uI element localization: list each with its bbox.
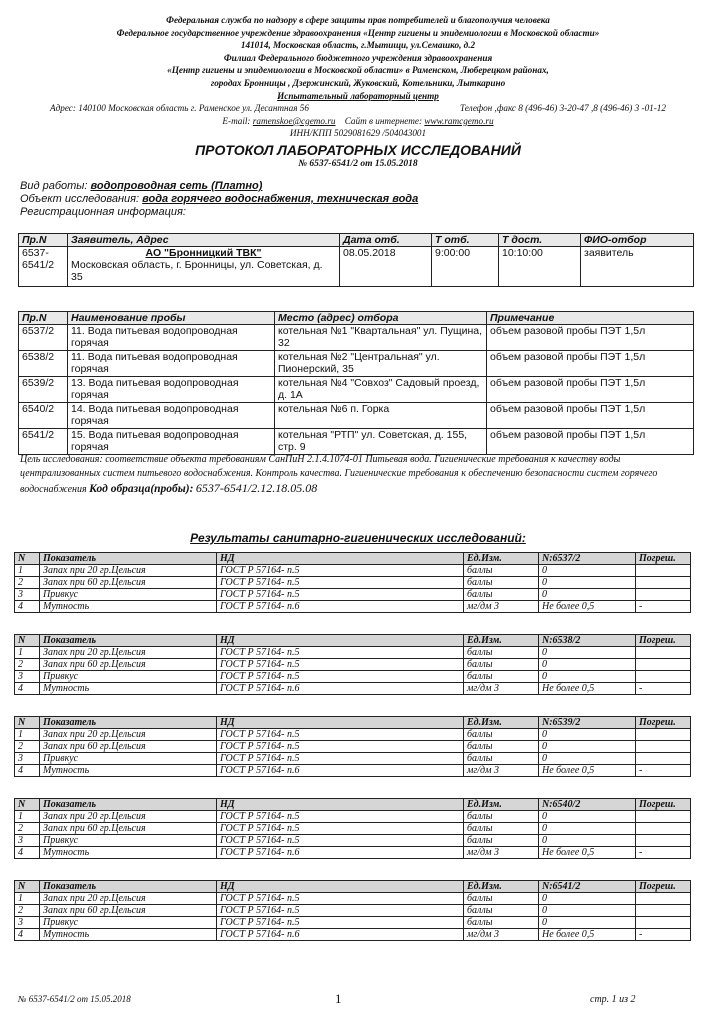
result-row: [15, 671, 691, 683]
email-label: E-mail:: [222, 115, 251, 126]
work-type-value: водопроводная сеть (Платно): [90, 180, 263, 192]
result-error: [636, 741, 691, 753]
col-err: Погреш.: [636, 881, 691, 893]
site-link[interactable]: www.ramcgemo.ru: [424, 115, 494, 126]
sample-note: объем разовой пробы ПЭТ 1,5л: [487, 403, 694, 429]
result-unit: баллы: [464, 835, 539, 847]
result-row: [15, 905, 691, 917]
result-n: 3: [15, 753, 40, 765]
col-applicant: Заявитель, Адрес: [68, 234, 340, 247]
col-n: N: [15, 717, 40, 729]
results-table: [14, 798, 691, 859]
result-n: 1: [15, 647, 40, 659]
result-row: [15, 929, 691, 941]
col-num: Пр.N: [19, 234, 68, 247]
result-nd: ГОСТ Р 57164- п.6: [217, 929, 464, 941]
col-sampler: ФИО-отбор: [581, 234, 694, 247]
results-table: [14, 634, 691, 695]
result-row: [15, 893, 691, 905]
col-param: Показатель: [40, 799, 217, 811]
inn-kpp: ИНН/КПП 5029081629 /504043001: [289, 128, 427, 139]
result-error: -: [636, 683, 691, 695]
col-note: Примечание: [487, 312, 694, 325]
result-n: 2: [15, 659, 40, 671]
lab-center: Испытательный лабораторный центр: [277, 90, 439, 101]
sample-note: объем разовой пробы ПЭТ 1,5л: [487, 377, 694, 403]
col-nd: НД: [217, 717, 464, 729]
result-param: Привкус: [40, 917, 217, 929]
result-unit: баллы: [464, 893, 539, 905]
result-value: Не более 0,5: [539, 929, 636, 941]
reg-t-deliv: 10:10:00: [499, 247, 581, 287]
reg-info-label: Регистрационная информация:: [20, 206, 186, 218]
site-label: Сайт в интернете:: [344, 115, 423, 126]
col-nd: НД: [217, 553, 464, 565]
col-num: Пр.N: [19, 312, 68, 325]
result-error: [636, 659, 691, 671]
result-nd: ГОСТ Р 57164- п.5: [217, 917, 464, 929]
col-unit: Ед.Изм.: [464, 717, 539, 729]
object: [20, 193, 418, 205]
col-nd: НД: [217, 799, 464, 811]
result-row: [15, 565, 691, 577]
letterhead: [40, 14, 676, 140]
result-error: [636, 823, 691, 835]
object-value: вода горячего водоснабжения, техническая вода: [142, 193, 419, 205]
result-param: Привкус: [40, 835, 217, 847]
results-table: [14, 880, 691, 941]
col-param: Показатель: [40, 553, 217, 565]
result-error: -: [636, 601, 691, 613]
result-unit: баллы: [464, 577, 539, 589]
result-param: Запах при 20 гр.Цельсия: [40, 893, 217, 905]
result-n: 1: [15, 893, 40, 905]
sample-place: котельная №4 "Совхоз" Садовый проезд, д. 1А: [275, 377, 487, 403]
result-row: [15, 647, 691, 659]
result-n: 1: [15, 729, 40, 741]
results-title: Результаты санитарно-гигиенических исследований:: [190, 531, 526, 545]
reg-org: АО "Бронницкий ТВК": [145, 247, 262, 259]
work-type-label: Вид работы:: [20, 180, 88, 192]
result-nd: ГОСТ Р 57164- п.5: [217, 659, 464, 671]
result-param: Запах при 60 гр.Цельсия: [40, 905, 217, 917]
result-error: [636, 577, 691, 589]
results-table: [14, 552, 691, 613]
result-param: Запах при 60 гр.Цельсия: [40, 577, 217, 589]
sample-note: объем разовой пробы ПЭТ 1,5л: [487, 429, 694, 455]
col-param: Показатель: [40, 881, 217, 893]
result-row: [15, 823, 691, 835]
result-unit: баллы: [464, 753, 539, 765]
col-n: N: [15, 635, 40, 647]
result-value: 0: [539, 589, 636, 601]
col-sample: N:6538/2: [539, 635, 636, 647]
col-n: N: [15, 799, 40, 811]
result-nd: ГОСТ Р 57164- п.5: [217, 729, 464, 741]
result-value: 0: [539, 823, 636, 835]
result-row: [15, 765, 691, 777]
result-value: 0: [539, 659, 636, 671]
result-value: 0: [539, 917, 636, 929]
col-n: N: [15, 553, 40, 565]
result-param: Привкус: [40, 589, 217, 601]
col-unit: Ед.Изм.: [464, 799, 539, 811]
result-value: 0: [539, 647, 636, 659]
col-place: Место (адрес) отбора: [275, 312, 487, 325]
result-error: [636, 589, 691, 601]
result-unit: баллы: [464, 811, 539, 823]
result-unit: баллы: [464, 917, 539, 929]
result-unit: баллы: [464, 659, 539, 671]
result-param: Запах при 60 гр.Цельсия: [40, 823, 217, 835]
result-row: [15, 753, 691, 765]
result-param: Запах при 20 гр.Цельсия: [40, 811, 217, 823]
col-nd: НД: [217, 881, 464, 893]
result-n: 2: [15, 905, 40, 917]
sample-place: котельная №1 "Квартальная" ул. Пущина, 32: [275, 325, 487, 351]
result-param: Мутность: [40, 765, 217, 777]
result-nd: ГОСТ Р 57164- п.5: [217, 893, 464, 905]
reg-sampler: заявитель: [581, 247, 694, 287]
col-sample: N:6540/2: [539, 799, 636, 811]
result-value: 0: [539, 741, 636, 753]
agency-name: Федеральная служба по надзору в сфере защиты прав потребителей и благополучия человека: [166, 15, 550, 25]
reg-date: 08.05.2018: [340, 247, 432, 287]
results-table: [14, 716, 691, 777]
result-value: 0: [539, 577, 636, 589]
result-unit: баллы: [464, 905, 539, 917]
result-n: 2: [15, 577, 40, 589]
result-param: Мутность: [40, 929, 217, 941]
result-unit: баллы: [464, 647, 539, 659]
result-value: Не более 0,5: [539, 601, 636, 613]
result-row: [15, 659, 691, 671]
result-value: 0: [539, 893, 636, 905]
sample-row: [19, 403, 694, 429]
institution-name: Федеральное государственное учреждение здравоохранения «Центр гигиены и эпидемиологии в Московской области»: [116, 27, 600, 38]
col-n: N: [15, 881, 40, 893]
result-error: [636, 905, 691, 917]
col-nd: НД: [217, 635, 464, 647]
result-row: [15, 741, 691, 753]
result-value: 0: [539, 835, 636, 847]
result-nd: ГОСТ Р 57164- п.5: [217, 835, 464, 847]
result-n: 4: [15, 601, 40, 613]
result-n: 2: [15, 823, 40, 835]
work-type: [20, 180, 262, 192]
col-param: Показатель: [40, 635, 217, 647]
sample-row: [19, 351, 694, 377]
result-param: Запах при 20 гр.Цельсия: [40, 729, 217, 741]
result-unit: мг/дм 3: [464, 683, 539, 695]
result-nd: ГОСТ Р 57164- п.5: [217, 741, 464, 753]
result-row: [15, 589, 691, 601]
sample-note: объем разовой пробы ПЭТ 1,5л: [487, 351, 694, 377]
branch-phone: Телефон ,факс 8 (496-46) 3-20-47 ,8 (496-46) 3 -01-12: [459, 103, 666, 114]
col-sample: N:6537/2: [539, 553, 636, 565]
result-row: [15, 835, 691, 847]
sample-place: котельная "РТП" ул. Советская, д. 155, стр. 9: [275, 429, 487, 455]
institution-address: 141014, Московская область, г.Мытищи, ул.Семашко, д.2: [240, 40, 476, 51]
result-n: 3: [15, 835, 40, 847]
sample-row: [19, 325, 694, 351]
result-nd: ГОСТ Р 57164- п.6: [217, 601, 464, 613]
result-nd: ГОСТ Р 57164- п.5: [217, 811, 464, 823]
result-error: -: [636, 929, 691, 941]
col-unit: Ед.Изм.: [464, 553, 539, 565]
sample-num: 6538/2: [19, 351, 68, 377]
result-value: 0: [539, 565, 636, 577]
col-param: Показатель: [40, 717, 217, 729]
result-n: 4: [15, 765, 40, 777]
sample-place: котельная №6 п. Горка: [275, 403, 487, 429]
footer-page-number: 1: [335, 991, 342, 1006]
result-param: Привкус: [40, 671, 217, 683]
col-err: Погреш.: [636, 799, 691, 811]
result-error: [636, 671, 691, 683]
result-param: Мутность: [40, 847, 217, 859]
result-nd: ГОСТ Р 57164- п.5: [217, 647, 464, 659]
result-row: [15, 683, 691, 695]
result-unit: баллы: [464, 823, 539, 835]
sample-code: 6537-6541/2.12.18.05.08: [195, 481, 318, 495]
result-value: 0: [539, 905, 636, 917]
result-error: -: [636, 847, 691, 859]
result-param: Запах при 60 гр.Цельсия: [40, 741, 217, 753]
col-err: Погреш.: [636, 635, 691, 647]
reg-address: Московская область, г. Бронницы, ул. Советская, д. 35: [71, 259, 323, 283]
sample-num: 6541/2: [19, 429, 68, 455]
col-err: Погреш.: [636, 717, 691, 729]
result-param: Запах при 20 гр.Цельсия: [40, 647, 217, 659]
result-param: Мутность: [40, 683, 217, 695]
result-n: 1: [15, 811, 40, 823]
reg-t-sample: 9:00:00: [432, 247, 499, 287]
result-unit: баллы: [464, 741, 539, 753]
result-unit: баллы: [464, 565, 539, 577]
result-n: 3: [15, 589, 40, 601]
result-n: 4: [15, 847, 40, 859]
result-row: [15, 847, 691, 859]
col-sample: N:6541/2: [539, 881, 636, 893]
result-param: Запах при 20 гр.Цельсия: [40, 565, 217, 577]
result-unit: мг/дм 3: [464, 929, 539, 941]
result-nd: ГОСТ Р 57164- п.6: [217, 683, 464, 695]
sample-num: 6539/2: [19, 377, 68, 403]
sample-name: 11. Вода питьевая водопроводная горячая: [68, 351, 275, 377]
result-unit: баллы: [464, 589, 539, 601]
result-error: [636, 565, 691, 577]
sample-name: 11. Вода питьевая водопроводная горячая: [68, 325, 275, 351]
result-nd: ГОСТ Р 57164- п.5: [217, 823, 464, 835]
col-unit: Ед.Изм.: [464, 635, 539, 647]
result-unit: мг/дм 3: [464, 847, 539, 859]
sample-name: 14. Вода питьевая водопроводная горячая: [68, 403, 275, 429]
sample-note: объем разовой пробы ПЭТ 1,5л: [487, 325, 694, 351]
result-unit: баллы: [464, 671, 539, 683]
col-name: Наименование пробы: [68, 312, 275, 325]
result-row: [15, 729, 691, 741]
result-value: 0: [539, 811, 636, 823]
col-err: Погреш.: [636, 553, 691, 565]
result-row: [15, 577, 691, 589]
result-nd: ГОСТ Р 57164- п.5: [217, 589, 464, 601]
result-n: 2: [15, 741, 40, 753]
col-date: Дата отб.: [340, 234, 432, 247]
email-link[interactable]: ramenskoe@cgemo.ru: [252, 115, 336, 126]
result-n: 3: [15, 671, 40, 683]
sample-name: 13. Вода питьевая водопроводная горячая: [68, 377, 275, 403]
result-value: 0: [539, 753, 636, 765]
result-unit: баллы: [464, 729, 539, 741]
result-value: Не более 0,5: [539, 765, 636, 777]
result-nd: ГОСТ Р 57164- п.5: [217, 905, 464, 917]
footer-page-count: стр. 1 из 2: [590, 994, 636, 1005]
protocol-number: № 6537-6541/2 от 15.05.2018: [298, 159, 418, 169]
sample-code-label: Код образца(пробы):: [89, 483, 194, 495]
result-n: 1: [15, 565, 40, 577]
result-param: Запах при 60 гр.Цельсия: [40, 659, 217, 671]
purpose-text: Цель исследования: соответствие объекта требованиям СанПиН 2.1.4.1074-01 Питьевая вода. Гигиенические требования к качеству воды централизованных систем питьевого водоснабжения. Контроль качества. Гигиенические требования к обеспечению безопасности систем горячего водоснабжения: [20, 454, 658, 495]
result-value: Не более 0,5: [539, 683, 636, 695]
result-unit: мг/дм 3: [464, 601, 539, 613]
result-row: [15, 811, 691, 823]
sample-num: 6537/2: [19, 325, 68, 351]
col-t-deliv: T дост.: [499, 234, 581, 247]
result-value: 0: [539, 671, 636, 683]
result-param: Привкус: [40, 753, 217, 765]
object-label: Объект исследования:: [20, 193, 140, 205]
col-unit: Ед.Изм.: [464, 881, 539, 893]
samples-table: [18, 311, 694, 455]
sample-place: котельная №2 "Центральная" ул. Пионерский, 35: [275, 351, 487, 377]
result-n: 3: [15, 917, 40, 929]
col-sample: N:6539/2: [539, 717, 636, 729]
footer-protocol-number: № 6537-6541/2 от 15.05.2018: [18, 994, 131, 1004]
branch-line2: «Центр гигиены и эпидемиологии в Московской области» в Раменском, Люберецком районах,: [167, 65, 549, 76]
result-nd: ГОСТ Р 57164- п.6: [217, 847, 464, 859]
sample-name: 15. Вода питьевая водопроводная горячая: [68, 429, 275, 455]
protocol-title: ПРОТОКОЛ ЛАБОРАТОРНЫХ ИССЛЕДОВАНИЙ: [195, 142, 521, 158]
sample-row: [19, 377, 694, 403]
result-n: 4: [15, 683, 40, 695]
branch-address: Адрес: 140100 Московская область г. Раменское ул. Десантная 56: [50, 103, 309, 114]
result-error: [636, 835, 691, 847]
result-error: [636, 893, 691, 905]
result-nd: ГОСТ Р 57164- п.5: [217, 577, 464, 589]
sample-num: 6540/2: [19, 403, 68, 429]
result-n: 4: [15, 929, 40, 941]
result-row: [15, 917, 691, 929]
reg-num: 6537-6541/2: [19, 247, 68, 287]
reg-applicant: [68, 247, 340, 287]
result-unit: мг/дм 3: [464, 765, 539, 777]
research-purpose: [20, 453, 680, 497]
result-param: Мутность: [40, 601, 217, 613]
registration-table: [18, 233, 694, 287]
branch-line3: городах Бронницы , Дзержинский, Жуковский, Котельники, Лыткарино: [210, 77, 506, 88]
result-error: [636, 811, 691, 823]
result-nd: ГОСТ Р 57164- п.6: [217, 765, 464, 777]
result-error: [636, 729, 691, 741]
result-row: [15, 601, 691, 613]
result-nd: ГОСТ Р 57164- п.5: [217, 565, 464, 577]
sample-row: [19, 429, 694, 455]
result-error: [636, 647, 691, 659]
result-nd: ГОСТ Р 57164- п.5: [217, 671, 464, 683]
col-t-sample: T отб.: [432, 234, 499, 247]
result-value: Не более 0,5: [539, 847, 636, 859]
result-error: [636, 917, 691, 929]
result-nd: ГОСТ Р 57164- п.5: [217, 753, 464, 765]
result-error: -: [636, 765, 691, 777]
result-value: 0: [539, 729, 636, 741]
result-error: [636, 753, 691, 765]
branch-line1: Филиал Федерального бюджетного учреждения здравоохранения: [223, 52, 493, 63]
